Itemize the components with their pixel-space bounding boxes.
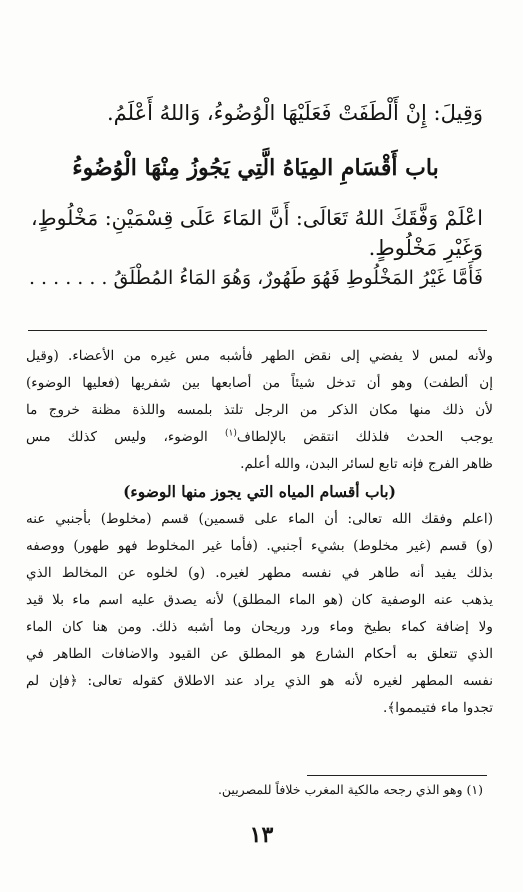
commentary-line: ظاهر الفرج فإنه تابع لسائر البدن، والله أعلم. — [240, 456, 493, 472]
commentary-line: (و) قسم (غير مخلوط) بشيء أجنبي. (فأما غير المخلوط فهو طهور) ووصفه — [26, 538, 493, 554]
commentary-line: إن ألطفت) وهو أن تدخل شيئاً من أصابعها بين شفريها (فعليها الوضوء) — [26, 375, 493, 391]
commentary-line: ولأنه لمس لا يفضي إلى نقض الطهر فأشبه مس غيره من الأعضاء. (وقيل — [26, 348, 493, 364]
commentary-block — [26, 343, 493, 722]
commentary-line: الذي تتعلق به أحكام الشارع هو المطلق عن القيود والاضافات الطاهر في — [26, 646, 493, 662]
matn-text — [28, 98, 483, 128]
page-number: ١٣ — [249, 822, 274, 848]
commentary-line — [26, 424, 493, 451]
matn-text-block — [28, 203, 483, 293]
commentary-line: تجدوا ماء فتيمموا﴾. — [383, 700, 493, 716]
commentary-heading: (باب أقسام المياه التي يجوز منها الوضوء) — [123, 482, 396, 501]
commentary-line: ولا إضافة كماء بطيخ وماء ورد وريحان وما أشبه ذلك. ومن هنا كان الماء — [26, 619, 493, 635]
footnote: (١) وهو الذي رجحه مالكية المغرب خلافاً للمصريين. — [217, 782, 483, 797]
commentary-line: نفسه المطهر لغيره لأنه هو الذي يراد عند الاطلاق كقوله تعالى: ﴿فإن لم — [26, 673, 493, 689]
matn-line: فَأَمَّا غَيْرُ المَخْلُوطِ فَهُوَ طَهُورٌ، وَهُوَ المَاءُ المُطْلَقُ . . . . . . . — [28, 267, 483, 289]
commentary-line: يذهب عنه الوصفية كان (هو الماء المطلق) لأنه يصدق عليه اسم ماء بلا قيد — [26, 592, 493, 608]
commentary-line: بذلك يفيد أنه طاهر في نفسه مطهر لغيره. (و) لخلوه عن المخالط الذي — [26, 565, 493, 581]
commentary-line: لأن ذلك منها مكان الذكر من الرجل تلتذ بلمسه واللذة مظنة خروج ما — [26, 402, 493, 418]
separator-line — [28, 330, 487, 331]
matn-line: وَقِيلَ: إِنْ أَلْطَفَتْ فَعَلَيْهَا الْوُضُوءُ، وَاللهُ أَعْلَمُ. — [106, 101, 483, 125]
matn-line: اعْلَمْ وَفَّقَكَ اللهُ تَعَالَى: أَنَّ المَاءَ عَلَى قِسْمَيْنِ: مَخْلُوطٍ، — [31, 206, 483, 230]
chapter-heading: باب أَقْسَامِ المِيَاهُ الَّتِي يَجُوزُ مِنْهَا الْوُضُوءُ — [72, 155, 439, 181]
matn-heading-block — [28, 153, 483, 183]
commentary-line: (اعلم وفقك الله تعالى: أن الماء على قسمين) قسم (مخلوط) بأجنبي عنه — [26, 511, 493, 527]
commentary-text: يوجب الحدث فلذلك انتقض بالإلطاف — [236, 429, 493, 445]
matn-line: وَغَيْرِ مَخْلُوطٍ. — [368, 236, 483, 260]
commentary-text: الوضوء، وليس كذلك مس — [26, 429, 208, 445]
footnote-reference: (١) — [225, 428, 237, 439]
footnote-separator — [307, 775, 487, 776]
